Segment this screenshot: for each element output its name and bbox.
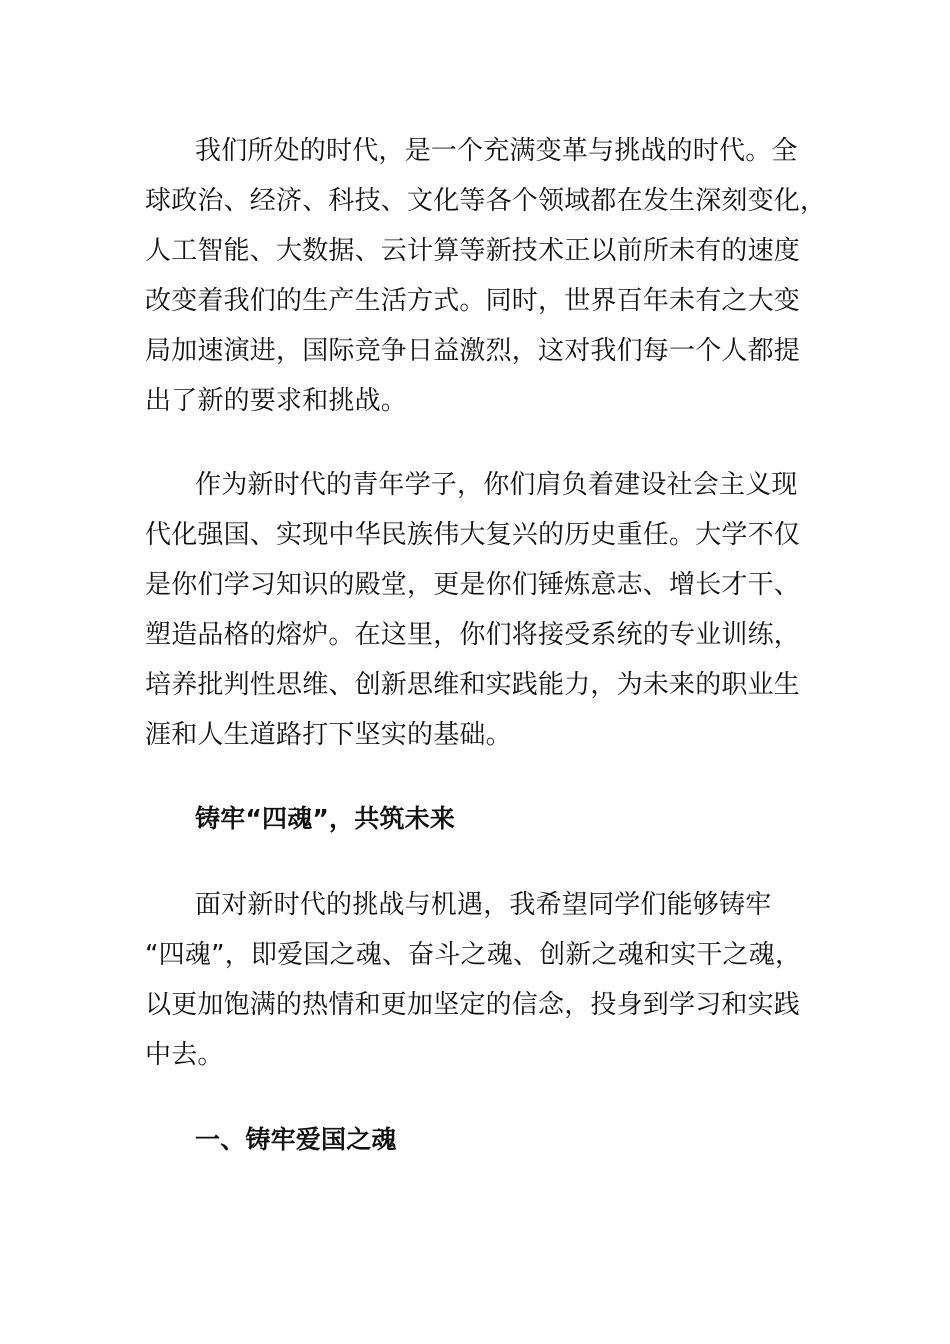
paragraph-2-line-3: 是你们学习知识的殿堂，更是你们锤炼意志、增长才干、	[145, 570, 801, 600]
paragraph-1-line-6: 出了新的要求和挑战。	[145, 386, 408, 416]
paragraph-2-line-1: 作为新时代的青年学子，你们肩负着建设社会主义现	[195, 470, 798, 500]
paragraph-2-line-6: 涯和人生道路打下坚实的基础。	[145, 720, 512, 750]
paragraph-2-line-2: 代化强国、实现中华民族伟大复兴的历史重任。大学不仅	[145, 520, 801, 550]
paragraph-1-line-2: 球政治、经济、科技、文化等各个领域都在发生深刻变化，	[145, 186, 827, 216]
paragraph-2-line-4: 塑造品格的熔炉。在这里，你们将接受系统的专业训练，	[145, 620, 801, 650]
paragraph-1-line-4: 改变着我们的生产生活方式。同时，世界百年未有之大变	[145, 286, 801, 316]
paragraph-1-line-3: 人工智能、大数据、云计算等新技术正以前所未有的速度	[145, 236, 801, 266]
paragraph-2-line-5: 培养批判性思维、创新思维和实践能力，为未来的职业生	[145, 670, 801, 700]
paragraph-1-line-1: 我们所处的时代，是一个充满变革与挑战的时代。全	[195, 136, 798, 166]
section-heading: 铸牢“四魂”，共筑未来	[195, 804, 456, 833]
paragraph-3-line-1: 面对新时代的挑战与机遇，我希望同学们能够铸牢	[195, 890, 772, 920]
paragraph-1-line-5: 局加速演进，国际竞争日益激烈，这对我们每一个人都提	[145, 336, 801, 366]
paragraph-3-line-2: “四魂”，即爱国之魂、奋斗之魂、创新之魂和实干之魂，	[145, 940, 802, 970]
paragraph-3-line-4: 中去。	[145, 1040, 224, 1070]
paragraph-3-line-3: 以更加饱满的热情和更加坚定的信念，投身到学习和实践	[145, 990, 801, 1020]
subsection-heading: 一、铸牢爱国之魂	[195, 1125, 397, 1154]
